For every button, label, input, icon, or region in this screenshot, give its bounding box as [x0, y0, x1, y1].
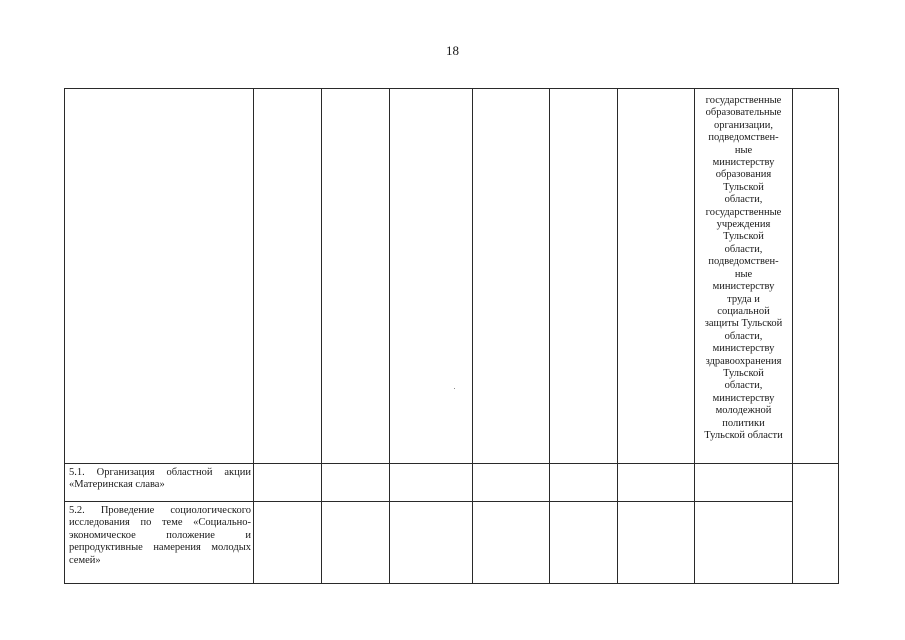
plan-table	[64, 88, 839, 584]
table-cell	[550, 89, 618, 464]
activity-name-cell: 5.2. Проведение социологического исследования по теме «Социально-экономическое положение и репродуктивные намерения молодых семей»	[65, 502, 254, 584]
table-cell	[550, 502, 618, 584]
responsible-line: ные	[734, 144, 753, 156]
responsible-line: государственные	[705, 206, 782, 218]
responsible-line: области,	[724, 194, 763, 206]
responsible-line: образования	[715, 169, 772, 181]
responsible-line: Тульской области	[704, 429, 783, 441]
responsible-line: министерству	[712, 343, 775, 355]
table-cell	[695, 502, 793, 584]
responsible-line: организации,	[714, 119, 773, 131]
activity-name-cell	[65, 89, 254, 464]
responsible-line: области,	[724, 380, 763, 392]
table-cell	[254, 464, 322, 502]
responsible-line: труда и	[727, 293, 760, 305]
responsible-line: ные	[734, 268, 753, 280]
table-row	[65, 89, 839, 464]
responsible-line: области,	[724, 243, 763, 255]
table-cell	[618, 464, 695, 502]
table-cell	[793, 89, 839, 464]
responsible-line: государственные	[705, 95, 782, 106]
table-cell	[550, 464, 618, 502]
table-cell	[390, 89, 473, 464]
responsible-line: подведомствен-	[708, 132, 779, 144]
scan-speck	[454, 388, 455, 389]
responsible-line: здравоохранения	[705, 355, 782, 367]
table-cell	[390, 502, 473, 584]
page-number: 18	[446, 43, 459, 58]
table-cell	[618, 502, 695, 584]
table-cell	[322, 464, 390, 502]
responsible-line: Тульской	[723, 181, 764, 193]
responsible-line: области,	[724, 330, 763, 342]
responsible-line: министерству	[712, 281, 775, 293]
table-row	[65, 464, 839, 502]
responsible-line: министерству	[712, 157, 775, 169]
table-cell	[254, 502, 322, 584]
responsible-organizations-cell	[695, 89, 793, 464]
responsible-line: подведомствен-	[708, 256, 779, 268]
table-cell	[254, 89, 322, 464]
table-cell	[322, 502, 390, 584]
table-cell	[322, 89, 390, 464]
table-cell	[390, 464, 473, 502]
table-cell	[473, 502, 550, 584]
table-row	[65, 502, 839, 584]
activity-name-cell: 5.1. Организация областной акции «Материнская слава»	[65, 464, 254, 502]
table-cell	[695, 464, 793, 502]
responsible-line: социальной	[717, 305, 770, 317]
responsible-line: Тульской	[723, 367, 764, 379]
responsible-line: политики	[722, 417, 765, 429]
responsible-line: защиты Тульской	[704, 318, 783, 330]
responsible-line: молодежной	[715, 405, 772, 417]
table-cell	[473, 89, 550, 464]
table-cell	[473, 464, 550, 502]
responsible-line: образовательные	[705, 107, 782, 119]
responsible-line: министерству	[712, 392, 775, 404]
responsible-line: учреждения	[716, 219, 771, 231]
responsible-line: Тульской	[723, 231, 764, 243]
table-cell	[618, 89, 695, 464]
table-cell	[793, 464, 839, 584]
